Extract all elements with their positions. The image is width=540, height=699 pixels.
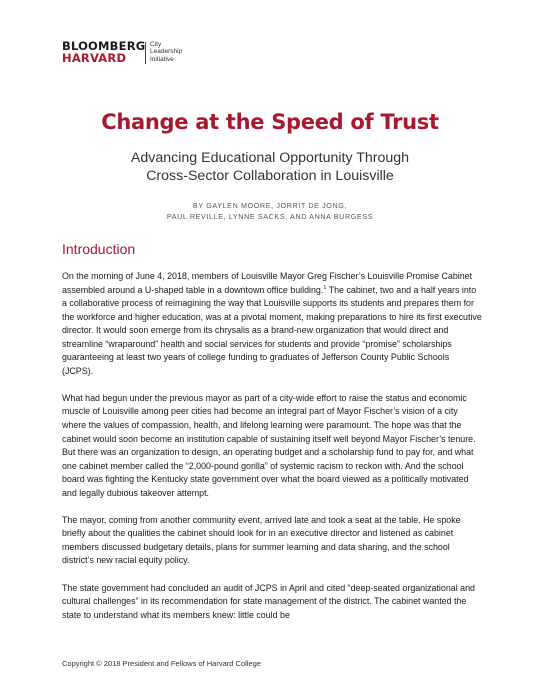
logo-leadership-text: Leadership — [150, 48, 183, 56]
subtitle-line-1: Advancing Educational Opportunity Through — [130, 150, 410, 166]
paragraph-2: What had begun under the previous mayor as part of a city-wide effort to raise the status and economic muscle of Louisville among peer cities had become an integral part of Mayor Fischer’s vision of a city where the values of compassion, health, and lifelong learning were paramount. The hope was that the cabinet would soon become an institution capable of sustaining itself well beyond Mayor Fischer’s tenure. But there was an organization to design, an operating budget and a scholarship fund to pay for, and what one cabinet member called the “2,000-pound gorilla” of systemic racism to reckon with. And the school board was fighting the Kentucky state government over what the board viewed as a politically motivated and legally dubious takeover attempt. — [62, 392, 476, 498]
paragraph-1 — [62, 270, 482, 378]
copyright-footer: Copyright © 2018 President and Fellows of Harvard College — [62, 659, 261, 668]
subtitle-line-2: Cross-Sector Collaboration in Louisville — [146, 168, 394, 184]
document-title: Change at the Speed of Trust — [101, 110, 439, 134]
body-text — [62, 270, 482, 636]
footnote-marker: 1 — [323, 284, 327, 291]
paragraph-4: The state government had concluded an audit of JCPS in April and cited “deep-seated organizational and cultural challenges” in its recommendation for state management of the district. The cabinet wanted the state to understand what its members knew: little could be — [62, 582, 475, 620]
logo-initiative-text — [150, 41, 182, 63]
logo-wordmark — [62, 40, 145, 64]
section-heading-introduction: Introduction — [62, 241, 136, 257]
authors-line-2: PAUL REVILLE, LYNNE SACKS, AND ANNA BURGESS — [166, 212, 374, 221]
paragraph-1-text-a: On the morning of June 4, 2018, members of Louisville Mayor Greg Fischer’s Louisville Promise Cabinet assembled around a U-shaped table in a downtown office building. — [62, 271, 473, 295]
logo-bloomberg-text: BLOOMBERG — [62, 39, 146, 53]
logo-divider — [145, 42, 146, 64]
authors — [0, 200, 540, 222]
logo-city-text: City — [150, 41, 162, 48]
document-subtitle — [0, 149, 540, 185]
paragraph-1-text-b: The cabinet, two and a half years into a collaborative process of reimagining the way that Louisville supports its students and prepares them for the workforce and higher education, was at a pivotal moment, making preparations to hire its first executive director. It would soon emerge from its chrysalis as a brand-new organization that would direct and streamline “wraparound” health and social services for students and provide “promise” scholarships guaranteeing at least two years of college funding to graduates of Jefferson County Public Schools (JCPS). — [62, 284, 482, 376]
authors-line-1: BY GAYLEN MOORE, JORRIT DE JONG, — [192, 201, 348, 210]
logo-initiative-line: Initiative — [150, 55, 174, 63]
paragraph-3: The mayor, coming from another community event, arrived late and took a seat at the table. He spoke briefly about the qualities the cabinet should look for in an executive director and listened as cabinet members discussed budgetary details, plans for summer learning and data sharing, and the school district’s new racial equity policy. — [62, 514, 461, 566]
logo-harvard-text: HARVARD — [62, 51, 127, 65]
